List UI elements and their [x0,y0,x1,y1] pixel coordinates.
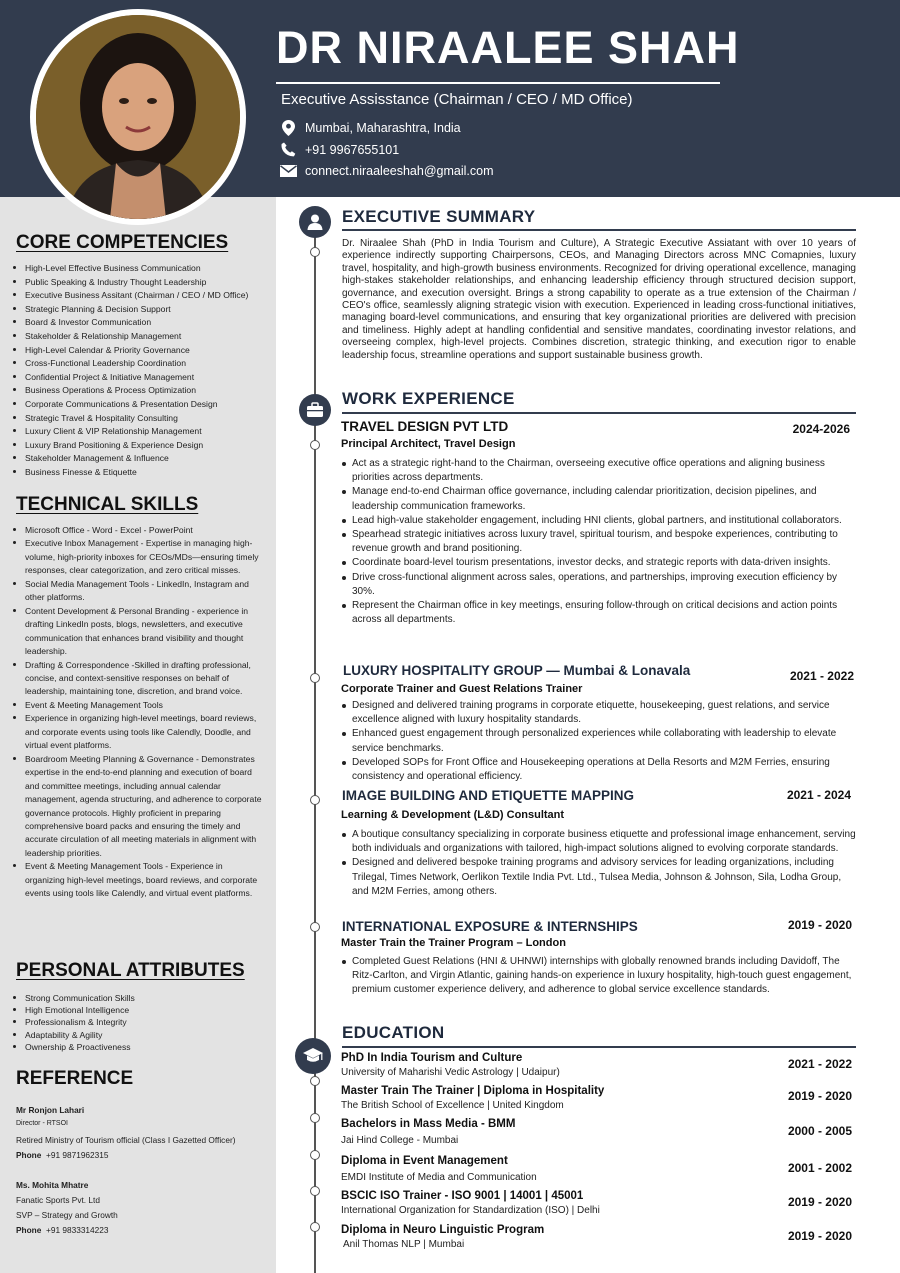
timeline-dot [310,440,320,450]
degree-title: BSCIC ISO Trainer - ISO 9001 | 14001 | 45001 [341,1190,584,1202]
list-item: Professionalism & Integrity [24,1016,264,1028]
email-text[interactable]: connect.niraaleeshah@gmail.com [305,163,494,178]
reference-2 [16,1180,266,1240]
location-pin-icon [280,119,297,136]
graduation-cap-icon [295,1038,331,1074]
location-text: Mumbai, Maharashtra, India [305,120,461,135]
reference-phone[interactable]: +91 9833314223 [45,1225,109,1235]
email-row [280,162,493,179]
list-item: Event & Meeting Management Tools - Experience in organizing high-level meetings, board reviews, and corporate events using tools like Calendly, and virtual event platforms. [24,860,264,900]
education-years: 2001 - 2002 [787,1161,852,1175]
school-name: The British School of Excellence | United Kingdom [341,1100,564,1111]
timeline-dot [310,1150,320,1160]
list-item: High-Level Calendar & Priority Governance [24,344,264,358]
list-item: Social Media Management Tools - LinkedIn, Instagram and other platforms. [24,578,264,605]
list-item: Board & Investor Communication [24,316,264,330]
timeline-dot [310,1113,320,1123]
company-name: TRAVEL DESIGN PVT LTD [341,419,509,434]
name-divider [276,82,720,84]
timeline-dot [310,795,320,805]
list-item: Executive Business Assitant (Chairman / CEO / MD Office) [24,289,264,303]
school-name: International Organization for Standardization (ISO) | Delhi [341,1205,600,1216]
education-years: 2019 - 2020 [787,1229,852,1243]
timeline-dot [310,673,320,683]
technical-skills-heading: TECHNICAL SKILLS [16,494,199,515]
list-item: Designed and delivered training programs in corporate etiquette, housekeeping, guest relations, and service excellence aligned with luxury hospitality standards. [352,699,857,727]
reference-line: Retired Ministry of Tourism official (Class I Gazetted Officer) [16,1135,236,1145]
summary-heading: EXECUTIVE SUMMARY [342,207,536,226]
list-item: Business Finesse & Etiquette [24,466,264,480]
degree-title: Master Train The Trainer | Diploma in Hospitality [341,1085,605,1097]
phone-label: Phone [16,1150,42,1160]
personal-attributes-list [24,992,264,1053]
job-bullets [352,457,857,627]
portrait-image [36,15,240,219]
candidate-name: DR NIRAALEE SHAH [276,22,740,73]
degree-title: PhD In India Tourism and Culture [341,1052,523,1064]
job-role: Learning & Development (L&D) Consultant [341,809,565,821]
timeline-dot [310,1076,320,1086]
location-row [280,119,461,136]
list-item: Microsoft Office - Word - Excel - PowerPoint [24,524,264,537]
education-years: 2019 - 2020 [787,1195,852,1209]
timeline-dot [310,1222,320,1232]
job-title: Executive Assisstance (Chairman / CEO / MD Office) [281,91,633,108]
job-role: Principal Architect, Travel Design [341,438,516,450]
job-years: 2021 - 2024 [786,788,851,802]
job-years: 2019 - 2020 [787,918,852,932]
school-name: EMDI Institute of Media and Communication [341,1172,537,1183]
list-item: Stakeholder & Relationship Management [24,330,264,344]
phone-row [280,141,399,158]
education-years: 2021 - 2022 [787,1057,852,1071]
list-item: Act as a strategic right-hand to the Chairman, overseeing executive office operations and aligning business priorities across departments. [352,457,857,485]
list-item: Adaptability & Agility [24,1029,264,1041]
list-item: Strong Communication Skills [24,992,264,1004]
personal-attributes-heading: PERSONAL ATTRIBUTES [16,960,245,981]
reference-line: SVP – Strategy and Growth [16,1210,118,1220]
list-item: Designed and delivered bespoke training programs and advisory services for leading organizations, including Trilegal, Times Network, Oerlikon Textile India Pvt. Ltd., Tulsea Media, Johnson & Johnson, Sila, Lodha Group, and M2M Ferries, among others. [352,856,857,899]
section-divider [342,1046,856,1048]
company-name: LUXURY HOSPITALITY GROUP — Mumbai & Lonavala [343,663,691,678]
core-competencies-heading: CORE COMPETENCIES [16,232,229,253]
email-icon [280,162,297,179]
job-role: Master Train the Trainer Program – London [341,937,566,949]
list-item: Coordinate board-level tourism presentations, investor decks, and strategic reports with data-driven insights. [352,556,857,570]
degree-title: Diploma in Event Management [341,1155,508,1167]
list-item: Lead high-value stakeholder engagement, including HNI clients, global partners, and institutional collaborators. [352,514,857,528]
list-item: Drive cross-functional alignment across sales, operations, and partnerships, improving execution efficiency by 30%. [352,571,857,599]
summary-text: Dr. Niraalee Shah (PhD in India Tourism and Culture), A Strategic Executive Assiatant with over 10 years of experience indirectly supporting Chairpersons, CEOs, and Managing Directors across MNC Comapnies, luxury travel, hospitality, and high-growth business environments. Recognized for driving operational excellence, managing high-stakes stakeholder relationships, and enhancing leadership efficiency through structured decision support, governance, and execution oversight. Brings a strong capability to operate as a true extension of the Chairman / CEO's office, seamlessly aligning strategic vision with execution. Experienced in leading cross-functional initiatives, managing board-level communications, and ensuring that key organizational priorities are delivered with precision and timeliness. Highly adept at handling confidential and sensitive mandates, coordinating investor relations, and overseeing complex, high-level projects. Combines discretion, strategic thinking, and execution rigor to enable leadership focus, streamline operations and support sustainable business growth. [342,238,856,361]
list-item: Corporate Communications & Presentation Design [24,398,264,412]
education-years: 2019 - 2020 [787,1089,852,1103]
list-item: Spearhead strategic initiatives across luxury travel, spiritual tourism, and bespoke experiences, contributing to revenue growth and brand positioning. [352,528,857,556]
job-bullets [352,955,857,998]
list-item: A boutique consultancy specializing in corporate business etiquette and professional image enhancement, serving both individuals and organizations with tailored, high-impact solutions aligned to evolving corporate standards. [352,828,857,856]
school-name: Anil Thomas NLP | Mumbai [343,1239,465,1250]
company-name: IMAGE BUILDING AND ETIQUETTE MAPPING [342,788,635,803]
school-name: Jai Hind College - Mumbai [341,1135,459,1146]
education-heading: EDUCATION [342,1023,445,1042]
reference-line: Fanatic Sports Pvt. Ltd [16,1195,100,1205]
core-competencies-list [24,262,264,480]
briefcase-icon [299,394,331,426]
list-item: Public Speaking & Industry Thought Leadership [24,276,264,290]
list-item: Enhanced guest engagement through personalized experiences while collaborating with leadership to elevate service benchmarks. [352,727,857,755]
list-item: Boardroom Meeting Planning & Governance - Demonstrates expertise in the end-to-end planning and execution of board and committee meetings, including annual calendar management, agenda structuring, and adherence to corporate governance protocols. Highly proficient in preparing comprehensive board packs and ensuring the timely and accurate circulation of all meeting materials in alignment with leadership priorities. [24,753,264,861]
timeline-dot [310,922,320,932]
reference-1 [16,1105,266,1165]
list-item: Developed SOPs for Front Office and Housekeeping operations at Della Resorts and M2M Ferries, ensuring consistency and operational efficiency. [352,756,857,784]
list-item: Strategic Planning & Decision Support [24,303,264,317]
list-item: Stakeholder Management & Influence [24,452,264,466]
education-years: 2000 - 2005 [787,1124,852,1138]
section-divider [342,412,856,414]
technical-skills-list [24,524,264,901]
list-item: Cross-Functional Leadership Coordination [24,357,264,371]
reference-line: Director - RTSOI [16,1120,68,1127]
list-item: Completed Guest Relations (HNI & UHNWI) internships with globally renowned brands including Davidoff, The Ritz-Carlton, and Virgin Atlantic, gaining hands-on experience in luxury hospitality, high-touch guest engagement, premium customer experience delivery, and adherence to global service excellence standards. [352,955,857,998]
list-item: Event & Meeting Management Tools [24,699,264,712]
school-name: University of Maharishi Vedic Astrology | Udaipur) [341,1067,560,1078]
list-item: Manage end-to-end Chairman office governance, including calendar prioritization, decision pipelines, and leadership communication frameworks. [352,485,857,513]
list-item: High Emotional Intelligence [24,1004,264,1016]
job-role: Corporate Trainer and Guest Relations Trainer [341,683,583,695]
job-years: 2024-2026 [792,422,850,436]
job-bullets [352,828,857,899]
reference-heading: REFERENCE [16,1068,134,1089]
timeline-dot [310,1186,320,1196]
list-item: Executive Inbox Management - Expertise in managing high-volume, high-priority inboxes for CEOs/MDs—ensuring timely responses, clear categorization, and zero critical misses. [24,537,264,577]
list-item: Experience in organizing high-level meetings, board reviews, and corporate events using tools like Calendly, Doodle, and virtual event platforms. [24,712,264,752]
list-item: Ownership & Proactiveness [24,1041,264,1053]
profile-photo [30,9,246,225]
job-years: 2021 - 2022 [789,669,854,683]
reference-phone[interactable]: +91 9871962315 [45,1150,109,1160]
job-bullets [352,699,857,784]
timeline-dot [310,247,320,257]
phone-text[interactable]: +91 9967655101 [305,142,400,157]
section-divider [342,229,856,231]
list-item: Luxury Brand Positioning & Experience Design [24,439,264,453]
list-item: Business Operations & Process Optimization [24,384,264,398]
list-item: Luxury Client & VIP Relationship Management [24,425,264,439]
work-experience-heading: WORK EXPERIENCE [342,389,515,408]
company-name: INTERNATIONAL EXPOSURE & INTERNSHIPS [342,919,638,934]
list-item: Confidential Project & Initiative Management [24,371,264,385]
list-item: Strategic Travel & Hospitality Consulting [24,412,264,426]
phone-label: Phone [16,1225,42,1235]
list-item: Represent the Chairman office in key meetings, ensuring follow-through on critical decisions and action points across all departments. [352,599,857,627]
phone-icon [280,141,297,158]
degree-title: Bachelors in Mass Media - BMM [341,1118,516,1130]
list-item: Content Development & Personal Branding - experience in drafting LinkedIn posts, blogs, newsletters, and executive communication that enhances brand visibility and thought leadership. [24,605,264,659]
list-item: High-Level Effective Business Communication [24,262,264,276]
degree-title: Diploma in Neuro Linguistic Program [341,1224,545,1236]
list-item: Drafting & Correspondence -Skilled in drafting professional, concise, and context-sensitive responses on behalf of leadership, maintaining tone, discretion, and brand voice. [24,659,264,699]
reference-name: Ms. Mohita Mhatre [16,1180,89,1190]
person-icon [299,206,331,238]
reference-name: Mr Ronjon Lahari [16,1105,85,1115]
